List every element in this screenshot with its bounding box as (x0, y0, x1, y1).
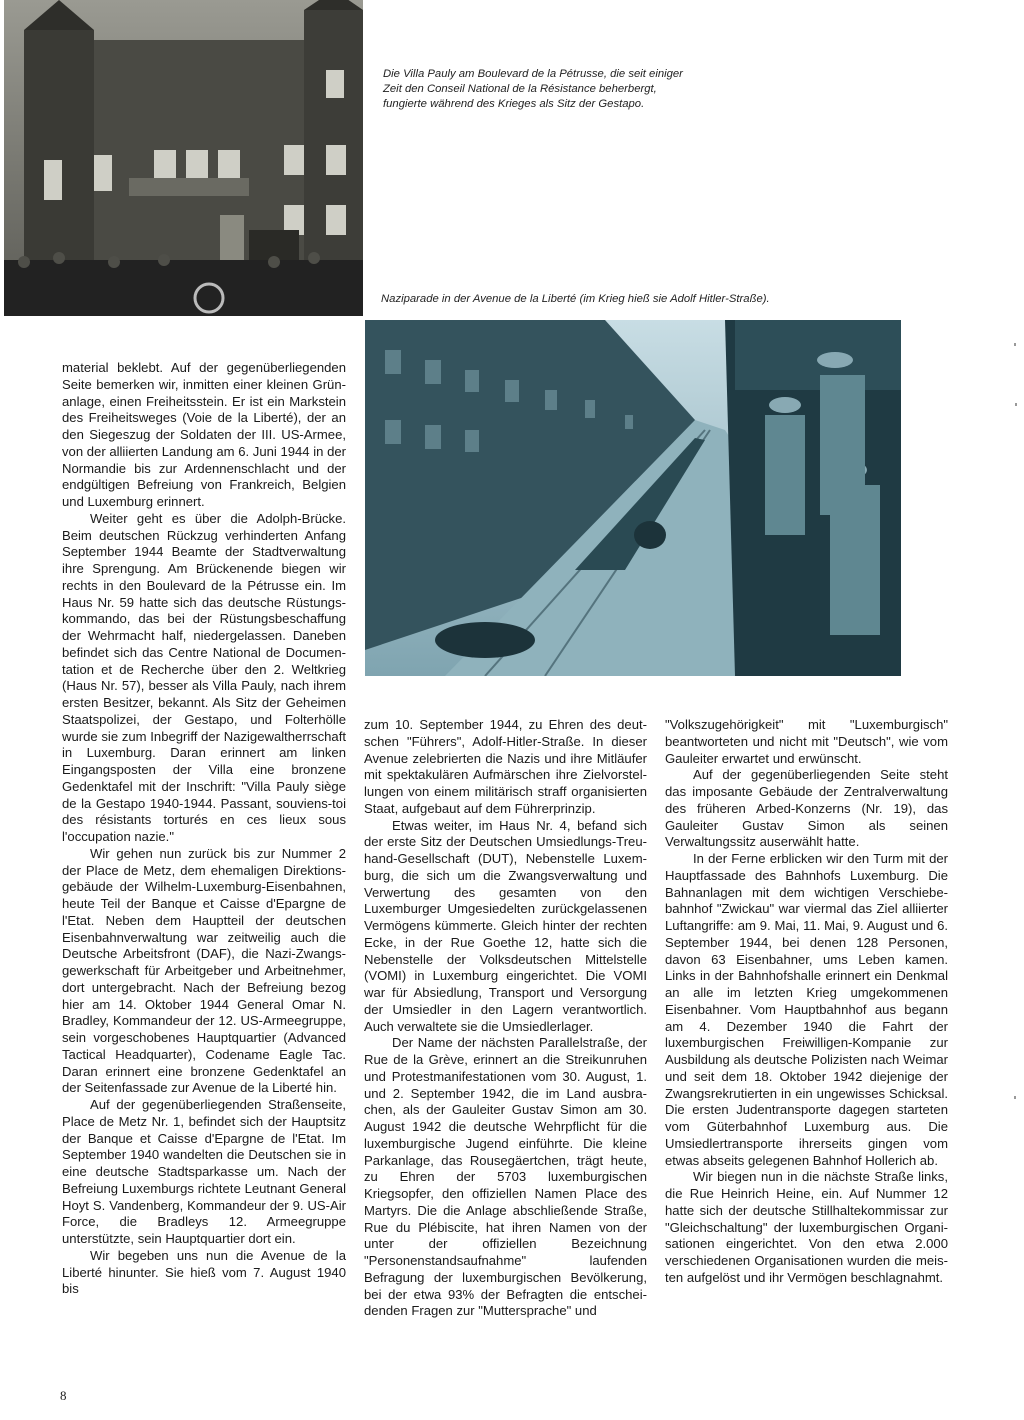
paragraph: zum 10. September 1944, zu Ehren des deutschen "Führers", Adolf-Hitler-Straße. In dieser Avenue zelebrierten die Nazis und ihre Mitläufer mit spektakulären Aufmärschen ihre Zielvorstellungen von einem militärisch straff organisierten Staat, aufgebaut auf dem Führerprinzip. (364, 717, 647, 816)
paragraph: Etwas weiter, im Haus Nr. 4, befand sich der erste Sitz der Deutschen Umsiedlungs-Treuhand-Gesellschaft (DUT), Nebenstelle Luxemburg, die sich um die Zwangsverwaltung und Verwertung des gesamten von den Luxemburger Umgesiedelten zurückgelassenen Vermögens kümmerte. Gleich hinter der rechten Ecke, in der Rue Goethe 12, hatte sich die Nebenstelle der Volksdeutschen Mittelstelle (VOMI) in Luxemburg eingerichtet. Die VOMI war für Absiedlung, Transport und Versorgung der Umsiedler in den Lagern verantwortlich. Auch verwaltete sie die Umsiedlerlager. (364, 817, 647, 1034)
text-column-3 (665, 717, 948, 1287)
nazi-parade-photo (365, 320, 901, 676)
paragraph: Auf der gegenüberliegenden Straßenseite, Place de Metz Nr. 1, befindet sich der Hauptsitz der Banque et Caisse d'Epargne de l'Etat. Im September 1940 wandelten die Deutschen sie in eine deutsche Stadtsparkasse um. Nach der Befreiung Luxemburgs richtete Leutnant General Hoyt S. Vandenberg, Kommandeur der 9. US-Air Force, die Bradleys 12. Armeegruppe unterstützte, sein Hauptquartier dort ein. (62, 1097, 346, 1246)
paragraph: "Volkszugehörigkeit" mit "Luxemburgisch" beantworteten und nicht mit "Deutsch", wie vom Gauleiter erwartet und erwünscht. (665, 717, 948, 766)
scan-speck (1014, 343, 1016, 346)
paragraph: material beklebt. Auf der gegenüberliegenden Seite bemerken wir, inmitten einer kleinen Grünanlage, einen Freiheitsstein. Er ist ein Markstein des Freiheitsweges (Voie de la Liberté), der an den Siegeszug der Soldaten der III. US-Armee, von der alliierten Landung am 6. Juni 1944 in der Normandie bis zur Ardennenschlacht und der endgültigen Befreiung von Frankreich, Belgien und Luxemburg erinnert. (62, 360, 346, 509)
scan-speck (1015, 403, 1017, 406)
paragraph: Der Name der nächsten Parallelstraße, der Rue de la Grève, erinnert an die Streikunruhen und Protestmanifestationen vom 30. August, 1. und 2. September 1942, die im Land ausbrachen, als der Gauleiter Gustav Simon am 30. August 1942 die deutsche Wehrpflicht für die luxemburgische Jugend einführte. Die kleine Parkanlage, das Rousegäertchen, trägt heute, zu Ehren der 5703 luxemburgischen Kriegsopfer, den offiziellen Namen Place des Martyrs. Die die Anlage abschließende Straße, Rue du Plébiscite, hat ihren Namen von der unter der offiziellen Bezeichnung "Personenstandsaufnahme" laufenden Befragung der luxemburgischen Bevölkerung, bei der etwa 93% der Befragten die entscheidenden Fragen zur "Muttersprache" und (364, 1035, 647, 1319)
paragraph: Weiter geht es über die Adolph-Brücke. Beim deutschen Rückzug verhinderten Anfang September 1944 Beamte der Stadtverwaltung ihre Sprengung. Am Brückenende biegen wir rechts in den Boulevard de la Pétrusse ein. Im Haus Nr. 59 hatte sich das deutsche Rüstungskommando, das bei der Rüstungsbeschaffung der Wehrmacht half, niedergelassen. Daneben befindet sich das Centre National de Documentation et de Recherche über den 2. Weltkrieg (Haus Nr. 57), besser als Villa Pauly, nach ihrem ersten Besitzer, bekannt. Als Sitz der Geheimen Staatspolizei, der Gestapo, und Folterhölle wurde sie zum Inbegriff der Nazigewaltherrschaft in Luxemburg. Daran erinnert am linken Eingangsposten der Villa eine bronzene Gedenktafel mit der Inschrift: "Villa Pauly siège de la Gestapo 1940-1944. Passant, souviens-toi des résistants torturés en ces lieux sous l'occupation nazie." (62, 510, 346, 844)
paragraph: Wir gehen nun zurück bis zur Nummer 2 der Place de Metz, dem ehemaligen Direktionsgebäude der Wilhelm-Luxemburg-Eisenbahnen, heute Teil der Banque et Caisse d'Epargne de l'Etat. Neben dem Hauptteil der deutschen Eisenbahnverwaltung war zeitweilig auch die Deutsche Arbeitsfront (DAF), die Nazi-Zwangsgewerkschaft für Arbeitgeber und Arbeitnehmer, dort untergebracht. Nach der Befreiung bezog hier am 14. Oktober 1944 General Omar N. Bradley, Kommandeur der 12. US-Armeegruppe, sein vorgeschobenes Hauptquartier (Advanced Tactical Headquarter), Codename Eagle Tac. Daran erinnert eine bronzene Gedenktafel an der Seitenfassade zur Avenue de la Liberté hin. (62, 845, 346, 1096)
parade-caption: Naziparade in der Avenue de la Liberté (im Krieg hieß sie Adolf Hitler-Straße). (381, 293, 770, 305)
villa-caption: Die Villa Pauly am Boulevard de la Pétrusse, die seit einiger Zeit den Conseil National de la Résistance beherbergt, fungierte während des Krieges als Sitz der Gestapo. (383, 68, 683, 110)
paragraph: Wir biegen nun in die nächste Straße links, die Rue Heinrich Heine, ein. Auf Nummer 12 hatte sich der deutsche Stillhaltekommissar zur "Gleichschaltung" der luxemburgischen Organisationen eingerichtet. Von den etwa 2.000 verschiedenen Organisationen wurden die meisten aufgelöst und ihr Vermögen beschlagnahmt. (665, 1169, 948, 1285)
page-number: 8 (60, 1388, 67, 1403)
paragraph: In der Ferne erblicken wir den Turm mit der Hauptfassade des Bahnhofs Luxemburg. Die Bahnanlagen mit dem wichtigen Verschiebebahnhof "Zwickau" war viermal das Ziel alliierter Luftangriffe: am 9. Mai, 11. Mai, 9. August und 6. September 1944, bei denen 128 Personen, davon 63 Eisenbahner, ums Leben kamen. Links in der Bahnhofshalle erinnert ein Denkmal an alle im letzten Krieg umgekommenen Eisenbahner. Vom Hauptbahnhof aus begann am 4. Dezember 1940 die Fahrt der luxemburgischen Freiwilligen-Kompanie zur Ausbildung als deutsche Polizisten nach Weimar und seit dem 18. Oktober 1942 diejenige der Zwangsrekrutierten in ein ungewisses Schicksal. Die ersten Judentransporte dagegen starteten vom Güterbahnhof Luxemburg aus. Die Umsiedlertransporte ihrerseits gingen vom etwas abseits gelegenen Bahnhof Hollerich ab. (665, 851, 948, 1168)
scan-speck (1014, 1096, 1016, 1099)
villa-pauly-photo (4, 0, 363, 316)
text-column-2 (364, 717, 647, 1320)
paragraph: Wir begeben uns nun die Avenue de la Liberté hinunter. Sie hieß vom 7. August 1940 bis (62, 1247, 346, 1297)
paragraph: Auf der gegenüberliegenden Seite steht das imposante Gebäude der Zentralverwaltung des früheren Arbed-Konzerns (Nr. 19), das Gauleiter Gustav Simon als seinen Verwaltungssitz auserwählt hatte. (665, 767, 948, 850)
text-column-1 (62, 360, 346, 1298)
